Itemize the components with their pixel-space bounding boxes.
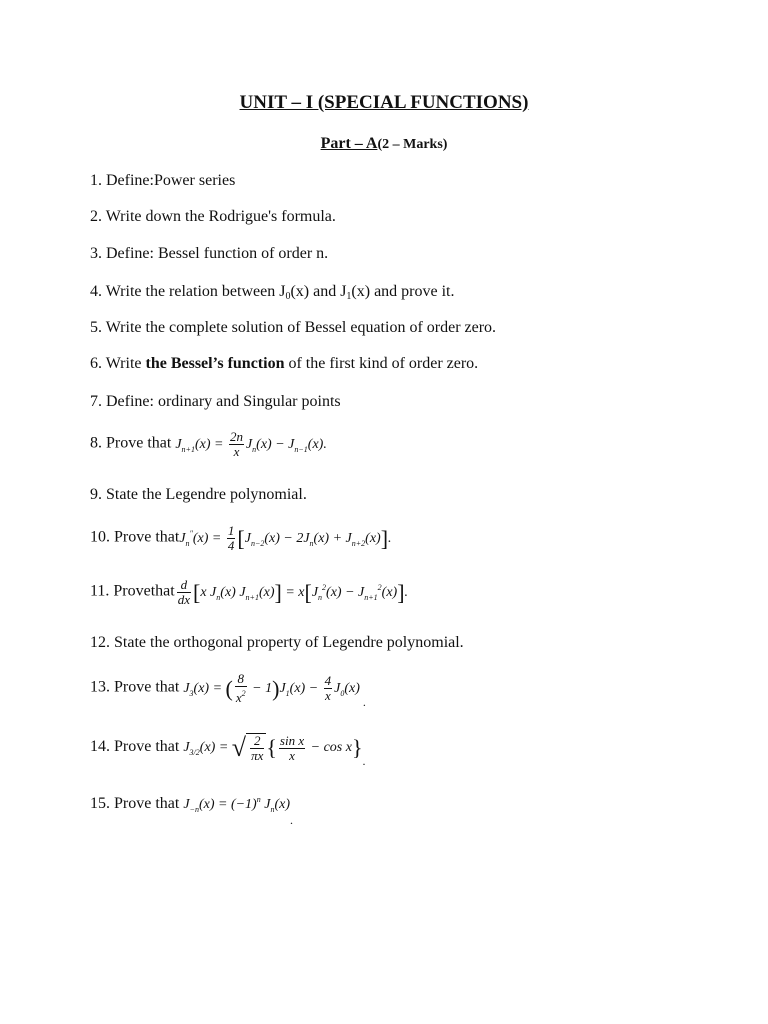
question-10: 10. Prove thatJ$_n$″(x) = $\frac{1}{4}$ $[J_{n-2}(x) - 2J_n(x) + J_{n+2}(x)]$. [90, 523, 392, 553]
question-4: 4. Write the relation between J0(x) and J1(x) and prove it. [90, 283, 455, 302]
question-13: 13. Prove that $J_3(x)$ = ( $\frac{8}{x^2}$ − $1)J_1(x)$ − $\frac{4}{x}$ $J_0(x)$ $_.$ [90, 671, 366, 709]
formula-11: $\frac{d}{dx}$ [x $J_n(x) J_{n+1}(x)] = x[J_n^2(x) - J_{n+1}^2(x)]$. [177, 577, 409, 607]
formula-10: $J_n''(x)$ = $\frac{1}{4}$ $[J_{n-2}(x) - 2J_n(x) + J_{n+2}(x)]$. [179, 523, 392, 553]
question-2: 2. Write down the Rodrigue's formula. [90, 208, 336, 225]
question-12: 12. State the orthogonal property of Legendre polynomial. [90, 634, 464, 651]
question-9: 9. State the Legendre polynomial. [90, 486, 307, 503]
formula-8: $J_{n+1}(x)$ = $\frac{2n}{x}$ $J_n(x) - J_{n-1}(x)$. [175, 429, 327, 459]
question-5: 5. Write the complete solution of Bessel equation of order zero. [90, 319, 497, 336]
formula-14: $J_{3/2}(x)$ = √ $\frac{2}{\pi x}$ { $\frac{\text{sin x}}{x}$ − cos x} [183, 732, 363, 763]
question-6: 6. Write the Bessel’s function of the first kind of order zero. [90, 355, 479, 372]
question-1: 1. Define:Power series [90, 172, 236, 189]
question-14: 14. Prove that $J_{3/2}(x)$ = √ $\frac{2}{\pi x}$ { $\frac{\text{sin x}}{x}$ − $\cos x\}_.$ [90, 732, 366, 769]
question-8: 8. Prove that $J_{n+1}(x)$ = $\frac{2n}{x}$ $J_n(x) - J_{n-1}(x)$. [90, 429, 327, 459]
question-7: 7. Define: ordinary and Singular points [90, 393, 341, 410]
marks-label: (2 – Marks) [377, 137, 448, 152]
part-heading [0, 135, 768, 153]
question-11: 11. Provethat $\frac{d}{dx}$ [x $J_n(x) J_{n+1}(x)] = x[J_n^2(x) - J_{n+1}^2(x)]$. [90, 577, 409, 607]
question-3: 3. Define: Bessel function of order n. [90, 245, 329, 262]
formula-15: $J_{-n}(x) = (-1)^n$ $J_n(x)$ [183, 795, 290, 814]
question-15: 15. Prove that $J_{-n}(x) = (-1)^n$ $J_n(x)_.$ [90, 795, 293, 827]
page-title: UNIT – I (SPECIAL FUNCTIONS) [239, 92, 529, 113]
part-label: Part – A [320, 135, 378, 152]
formula-13: $J_3(x)$ = ( $\frac{8}{x^2}$ − $1)J_1(x)$ − $\frac{4}{x}$ $J_0(x)$ [183, 671, 360, 705]
